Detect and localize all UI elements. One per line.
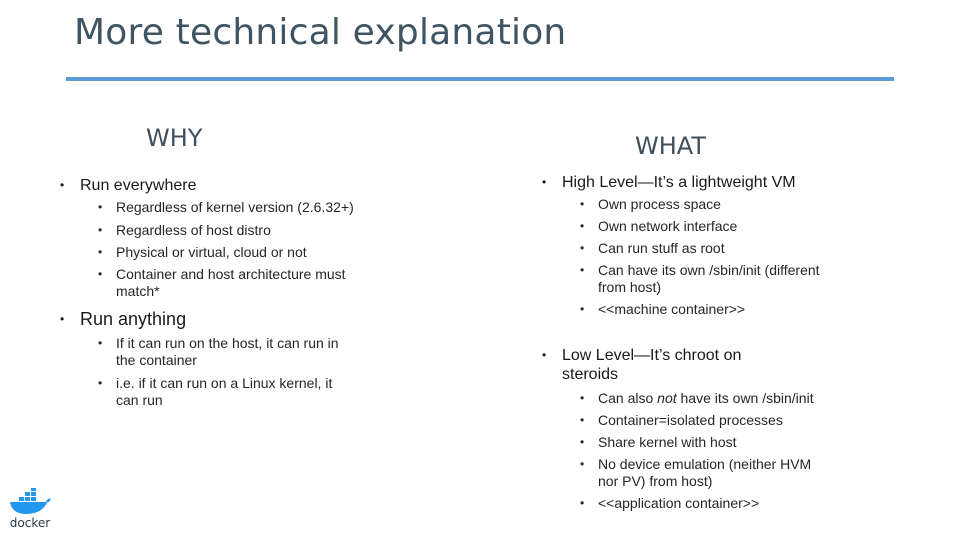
bullet-icon: • [98,267,103,281]
what-item-label: High Level—It’s a lightweight VM [562,174,796,191]
list-item: • <<machine container>> [580,301,746,317]
list-item: • Regardless of host distro [98,222,271,238]
bullet-icon: • [542,348,547,362]
bullet-icon: • [580,435,585,449]
bullet-icon: • [98,336,103,350]
why-heading: WHY [146,124,203,152]
list-item: • No device emulation (neither HVM nor PV) from host) [580,456,812,489]
bullet-icon: • [580,197,585,211]
list-item: • <<application container>> [580,495,760,511]
title-underline [66,77,894,81]
bullet-icon: • [580,457,585,471]
bullet-icon: • [98,245,103,259]
why-sublist [98,335,346,409]
bullet-icon: • [580,391,585,405]
why-item-label: Run anything [80,309,187,329]
what-item-high-level [542,173,862,192]
list-item: • Container and host architecture must match* [98,266,346,299]
bullet-icon: • [98,200,103,214]
what-sublist [580,196,828,318]
what-heading: WHAT [635,132,706,160]
slide-title: More technical explanation [74,12,567,53]
bullet-icon: • [60,312,65,326]
list-item: • Container=isolated processes [580,412,783,428]
what-item-low-level [542,346,782,384]
bullet-icon: • [542,175,547,189]
list-item: • i.e. if it can run on a Linux kernel, it can run [98,375,333,408]
bullet-icon: • [580,263,585,277]
list-item: • Physical or virtual, cloud or not [98,244,307,260]
why-column [60,176,360,409]
bullet-icon: • [98,223,103,237]
list-item: • Share kernel with host [580,434,737,450]
bullet-icon: • [580,302,585,316]
why-item-label: Run everywhere [80,177,197,194]
docker-logo [6,488,54,534]
list-item: • Regardless of kernel version (2.6.32+) [98,199,354,215]
what-sublist [580,390,828,512]
why-sublist [98,199,356,300]
list-item: • Can run stuff as root [580,240,725,256]
list-item: • Own process space [580,196,721,212]
bullet-icon: • [580,241,585,255]
why-item-run-anything [60,309,360,329]
what-item-label: Low Level—It’s chroot on steroids [562,347,742,383]
docker-wordmark: docker [9,516,51,530]
list-item: • Can have its own /sbin/init (different from host) [580,262,820,295]
bullet-icon: • [98,376,103,390]
list-item: • Own network interface [580,218,738,234]
docker-whale-icon [6,488,54,516]
bullet-icon: • [580,219,585,233]
list-item: • Can also not have its own /sbin/init [580,390,814,406]
bullet-icon: • [580,413,585,427]
list-item: • If it can run on the host, it can run in the container [98,335,339,368]
bullet-icon: • [60,178,65,192]
why-item-run-everywhere [60,176,360,195]
bullet-icon: • [580,496,585,510]
what-column [542,173,862,512]
